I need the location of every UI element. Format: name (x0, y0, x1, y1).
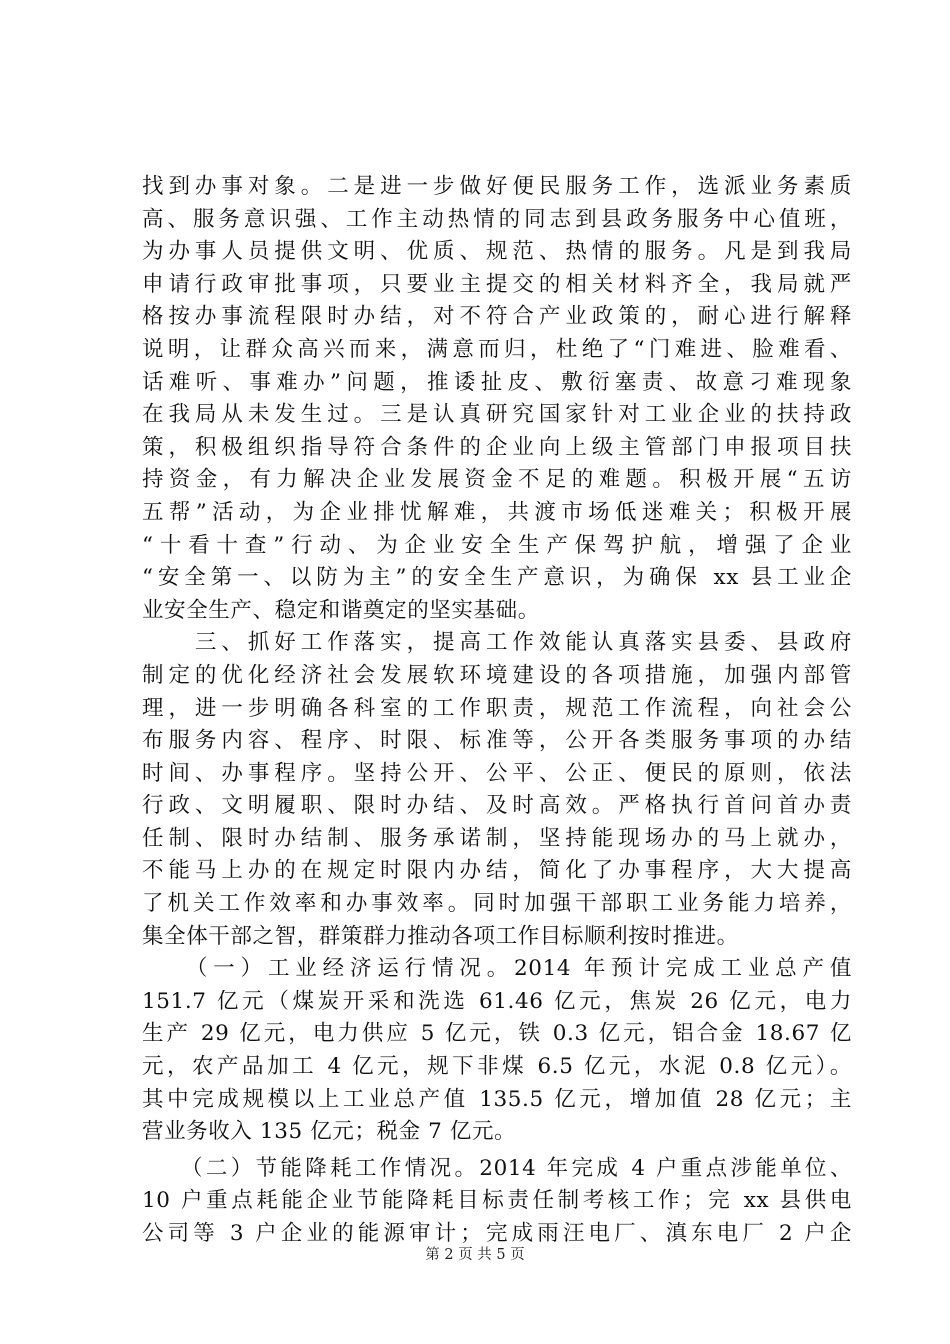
text-line: 理，进一步明确各科室的工作职责，规范工作流程，向社会公 (142, 695, 852, 721)
text-line: 找到办事对象。二是进一步做好便民服务工作，选派业务素质 (142, 174, 852, 199)
text-line: “十看十查”行动、为企业安全生产保驾护航，增强了企业 (142, 532, 852, 558)
text-line: 时间、办事程序。坚持公开、公平、公正、便民的原则，依法 (142, 760, 852, 786)
text-line: 三、抓好工作落实，提高工作效能认真落实县委、县政府 (142, 630, 852, 656)
text-line: 其中完成规模以上工业总产值 135.5 亿元，增加值 28 亿元；主 (142, 1086, 852, 1112)
text-line: 集全体干部之智，群策群力推动各项工作目标顺利按时推进。 (142, 923, 739, 949)
text-line: 生产 29 亿元，电力供应 5 亿元，铁 0.3 亿元，铝合金 18.67 亿 (142, 1021, 852, 1047)
text-line: （一）工业经济运行情况。2014 年预计完成工业总产值 (142, 956, 852, 982)
text-line: 布服务内容、程序、时限、标准等，公开各类服务事项的办结 (142, 728, 852, 754)
text-line: 格按办事流程限时办结，对不符合产业政策的，耐心进行解释 (142, 304, 852, 330)
text-line: 元，农产品加工 4 亿元，规下非煤 6.5 亿元，水泥 0.8 亿元）。 (142, 1054, 852, 1080)
text-line: 申请行政审批事项，只要业主提交的相关材料齐全，我局就严 (142, 271, 852, 297)
text-line: 持资金，有力解决企业发展资金不足的难题。积极开展“五访 (142, 467, 852, 493)
text-line: 任制、限时办结制、服务承诺制，坚持能现场办的马上就办， (142, 825, 852, 851)
text-line: 151.7 亿元（煤炭开采和洗选 61.46 亿元，焦炭 26 亿元，电力 (142, 988, 852, 1014)
body-text (142, 171, 852, 1251)
page-footer: 第 2 页 共 5 页 (425, 1247, 525, 1263)
text-line: 说明，让群众高兴而来，满意而归，杜绝了“门难进、脸难看、 (142, 336, 852, 362)
text-line: （二）节能降耗工作情况。2014 年完成 4 户重点涉能单位、 (142, 1155, 852, 1181)
text-line: 制定的优化经济社会发展软环境建设的各项措施，加强内部管 (142, 662, 852, 688)
text-line: 为办事人员提供文明、优质、规范、热情的服务。凡是到我局 (142, 239, 852, 265)
text-line: 业安全生产、稳定和谐奠定的坚实基础。 (142, 597, 540, 623)
text-line: 不能马上办的在规定时限内办结，简化了办事程序，大大提高 (142, 858, 852, 884)
text-line: 在我局从未发生过。三是认真研究国家针对工业企业的扶持政 (142, 402, 852, 428)
text-line: 公司等 3 户企业的能源审计；完成雨汪电厂、滇东电厂 2 户企 (142, 1221, 852, 1246)
text-line: 高、服务意识强、工作主动热情的同志到县政务服务中心值班， (142, 206, 852, 232)
text-line: 五帮”活动，为企业排忧解难，共渡市场低迷难关；积极开展 (142, 499, 852, 525)
text-line: 了机关工作效率和办事效率。同时加强干部职工业务能力培养， (142, 891, 852, 917)
text-line: 策，积极组织指导符合条件的企业向上级主管部门申报项目扶 (142, 434, 852, 460)
text-line: “安全第一、以防为主”的安全生产意识，为确保 xx 县工业企 (142, 565, 852, 591)
text-line: 营业务收入 135 亿元；税金 7 亿元。 (142, 1119, 517, 1145)
text-line: 话难听、事难办”问题，推诿扯皮、敷衍塞责、故意刁难现象 (142, 369, 852, 395)
text-line: 行政、文明履职、限时办结、及时高效。严格执行首问首办责 (142, 793, 852, 819)
text-line: 10 户重点耗能企业节能降耗目标责任制考核工作；完 xx 县供电 (142, 1188, 852, 1214)
